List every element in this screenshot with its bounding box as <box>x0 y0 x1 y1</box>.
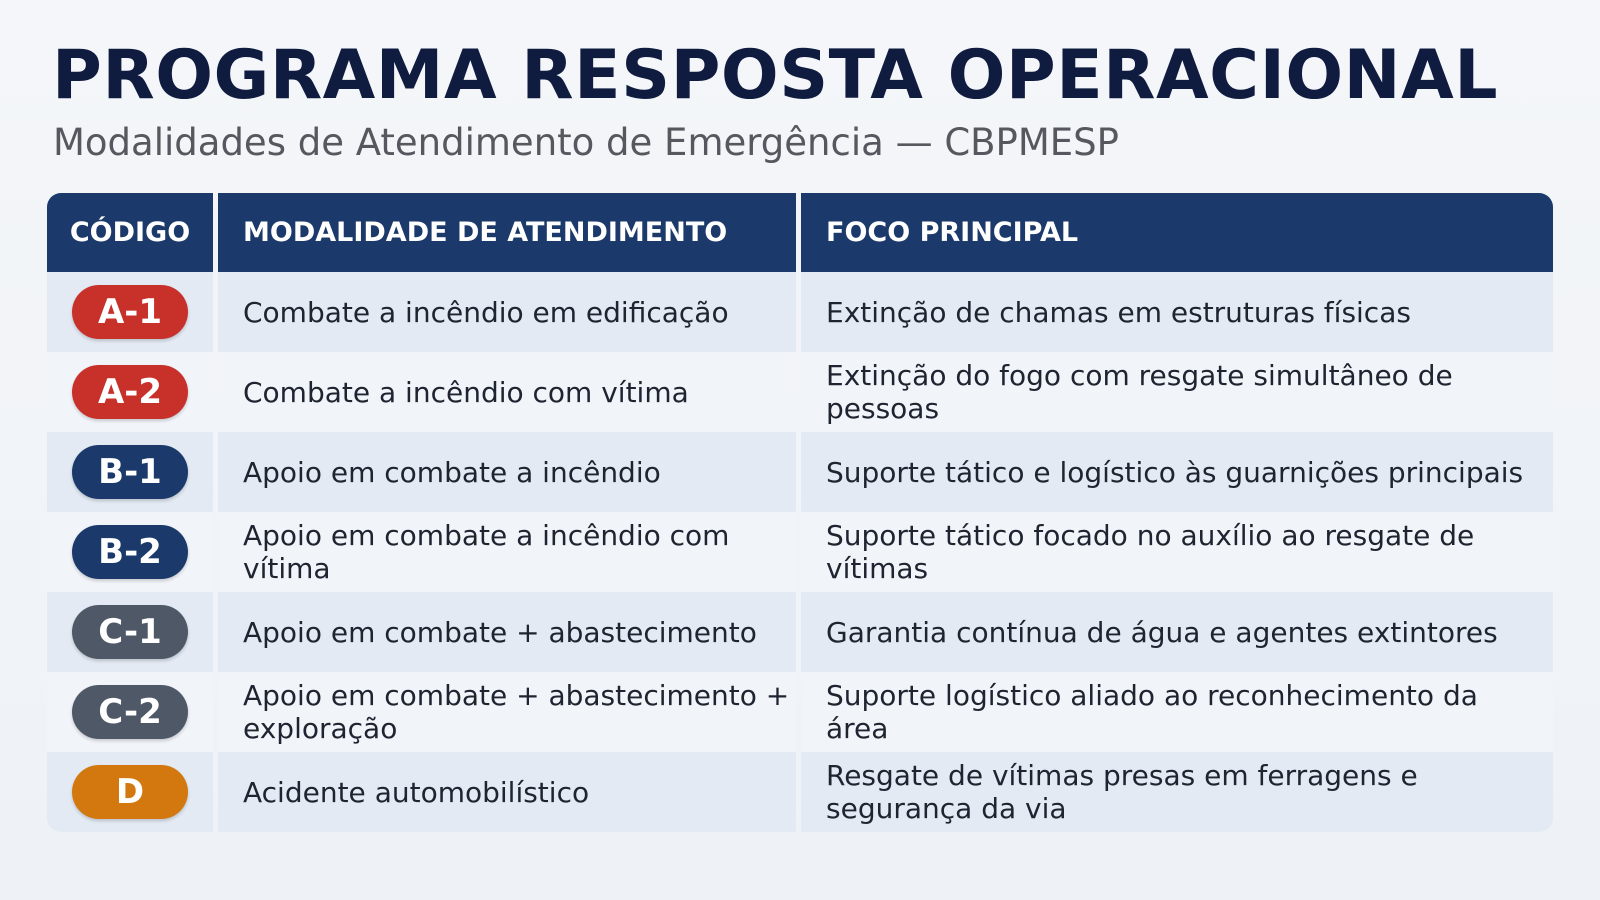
table-row <box>47 432 1553 512</box>
modality-cell: Apoio em combate a incêndio com vítima <box>218 512 796 592</box>
code-cell <box>47 672 213 752</box>
code-cell <box>47 352 213 432</box>
code-badge: C-1 <box>72 605 188 659</box>
code-cell <box>47 592 213 672</box>
table-row <box>47 752 1553 832</box>
code-badge: C-2 <box>72 685 188 739</box>
table-row <box>47 592 1553 672</box>
column-header-modality: MODALIDADE DE ATENDIMENTO <box>218 193 796 272</box>
modality-cell: Acidente automobilístico <box>218 752 796 832</box>
modality-cell: Combate a incêndio em edificação <box>218 272 796 352</box>
modality-cell: Apoio em combate + abastecimento + exploração <box>218 672 796 752</box>
code-badge: B-1 <box>72 445 188 499</box>
focus-cell: Suporte logístico aliado ao reconhecimento da área <box>801 672 1553 752</box>
code-badge: A-2 <box>72 365 188 419</box>
modality-cell: Combate a incêndio com vítima <box>218 352 796 432</box>
code-badge: B-2 <box>72 525 188 579</box>
code-cell <box>47 272 213 352</box>
focus-cell: Extinção do fogo com resgate simultâneo de pessoas <box>801 352 1553 432</box>
table-header <box>47 193 1553 272</box>
table-row <box>47 272 1553 352</box>
modality-cell: Apoio em combate a incêndio <box>218 432 796 512</box>
page-subtitle: Modalidades de Atendimento de Emergência — CBPMESP <box>53 121 1119 164</box>
table-row <box>47 512 1553 592</box>
focus-cell: Garantia contínua de água e agentes extintores <box>801 592 1553 672</box>
column-header-code: CÓDIGO <box>47 193 213 272</box>
modality-cell: Apoio em combate + abastecimento <box>218 592 796 672</box>
code-badge: A-1 <box>72 285 188 339</box>
table-row <box>47 672 1553 752</box>
column-header-focus: FOCO PRINCIPAL <box>801 193 1553 272</box>
focus-cell: Extinção de chamas em estruturas físicas <box>801 272 1553 352</box>
focus-cell: Suporte tático focado no auxílio ao resgate de vítimas <box>801 512 1553 592</box>
table-row <box>47 352 1553 432</box>
focus-cell: Suporte tático e logístico às guarnições principais <box>801 432 1553 512</box>
focus-cell: Resgate de vítimas presas em ferragens e segurança da via <box>801 752 1553 832</box>
code-cell <box>47 432 213 512</box>
code-badge: D <box>72 765 188 819</box>
code-cell <box>47 512 213 592</box>
code-cell <box>47 752 213 832</box>
modalities-table <box>47 193 1553 832</box>
page-title: PROGRAMA RESPOSTA OPERACIONAL <box>52 36 1499 115</box>
